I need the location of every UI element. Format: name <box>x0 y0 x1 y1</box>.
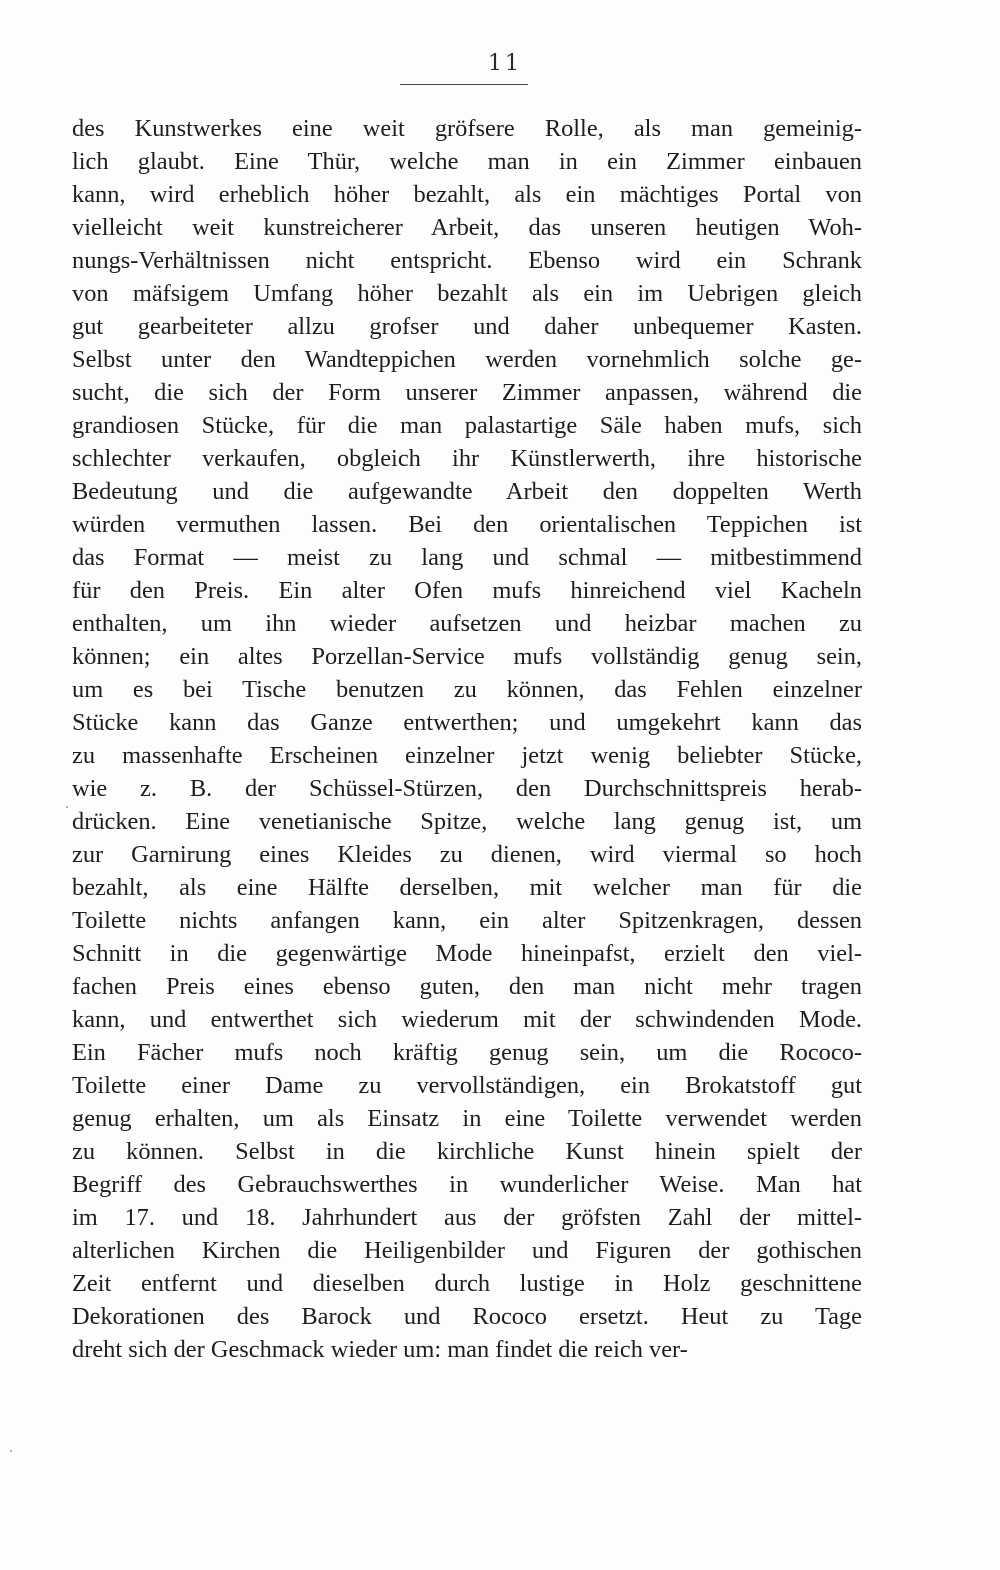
text-line: zur Garnirung eines Kleides zu dienen, wird viermal so hoch <box>72 841 862 868</box>
text-line: zu massenhafte Erscheinen einzelner jetzt wenig beliebter Stücke, <box>72 742 862 769</box>
page-number: 11 <box>488 51 522 76</box>
text-line: zu können. Selbst in die kirchliche Kunst hinein spielt der <box>72 1138 862 1165</box>
text-line: bezahlt, als eine Hälfte derselben, mit welcher man für die <box>72 874 862 901</box>
page-header <box>0 52 1000 76</box>
text-line: enthalten, um ihn wieder aufsetzen und heizbar machen zu <box>72 610 862 637</box>
text-line: des Kunstwerkes eine weit gröfsere Rolle, als man gemeinig- <box>72 115 862 142</box>
text-line: fachen Preis eines ebenso guten, den man nicht mehr tragen <box>72 973 862 1000</box>
text-line: Dekorationen des Barock und Rococo ersetzt. Heut zu Tage <box>72 1303 862 1330</box>
text-line: lich glaubt. Eine Thür, welche man in ein Zimmer einbauen <box>72 148 862 175</box>
text-line: Zeit entfernt und dieselben durch lustige in Holz geschnittene <box>72 1270 862 1297</box>
header-rule <box>400 84 528 85</box>
text-line: Toilette nichts anfangen kann, ein alter Spitzenkragen, dessen <box>72 907 862 934</box>
text-line: Stücke kann das Ganze entwerthen; und umgekehrt kann das <box>72 709 862 736</box>
text-line: würden vermuthen lassen. Bei den orientalischen Teppichen ist <box>72 511 862 538</box>
text-line: für den Preis. Ein alter Ofen mufs hinreichend viel Kacheln <box>72 577 862 604</box>
print-speck <box>10 1450 12 1452</box>
text-line: können; ein altes Porzellan-Service mufs vollständig genug sein, <box>72 643 862 670</box>
text-line: von mäfsigem Umfang höher bezahlt als ein im Uebrigen gleich <box>72 280 862 307</box>
text-line: alterlichen Kirchen die Heiligenbilder und Figuren der gothischen <box>72 1237 862 1264</box>
text-line: im 17. und 18. Jahrhundert aus der gröfsten Zahl der mittel- <box>72 1204 862 1231</box>
text-line: genug erhalten, um als Einsatz in eine Toilette verwendet werden <box>72 1105 862 1132</box>
text-line: nungs-Verhältnissen nicht entspricht. Ebenso wird ein Schrank <box>72 247 862 274</box>
text-line: Selbst unter den Wandteppichen werden vornehmlich solche ge- <box>72 346 862 373</box>
text-line: kann, wird erheblich höher bezahlt, als ein mächtiges Portal von <box>72 181 862 208</box>
text-line: um es bei Tische benutzen zu können, das Fehlen einzelner <box>72 676 862 703</box>
text-line: Ein Fächer mufs noch kräftig genug sein, um die Rococo- <box>72 1039 862 1066</box>
text-line: drücken. Eine venetianische Spitze, welche lang genug ist, um <box>72 808 862 835</box>
text-line: gut gearbeiteter allzu grofser und daher unbequemer Kasten. <box>72 313 862 340</box>
text-line: grandiosen Stücke, für die man palastartige Säle haben mufs, sich <box>72 412 862 439</box>
text-line: dreht sich der Geschmack wieder um: man findet die reich ver- <box>72 1336 688 1363</box>
body-text <box>72 112 862 1366</box>
text-line: Begriff des Gebrauchswerthes in wunderlicher Weise. Man hat <box>72 1171 862 1198</box>
print-speck <box>66 806 68 808</box>
text-line: Schnitt in die gegenwärtige Mode hineinpafst, erzielt den viel- <box>72 940 862 967</box>
text-line: Bedeutung und die aufgewandte Arbeit den doppelten Werth <box>72 478 862 505</box>
text-line: Toilette einer Dame zu vervollständigen, ein Brokatstoff gut <box>72 1072 862 1099</box>
text-line: kann, und entwerthet sich wiederum mit der schwindenden Mode. <box>72 1006 862 1033</box>
text-line: sucht, die sich der Form unserer Zimmer anpassen, während die <box>72 379 862 406</box>
text-line: schlechter verkaufen, obgleich ihr Künstlerwerth, ihre historische <box>72 445 862 472</box>
text-line: wie z. B. der Schüssel-Stürzen, den Durchschnittspreis herab- <box>72 775 862 802</box>
text-line: vielleicht weit kunstreicherer Arbeit, das unseren heutigen Woh- <box>72 214 862 241</box>
text-line: das Format — meist zu lang und schmal — mitbestimmend <box>72 544 862 571</box>
